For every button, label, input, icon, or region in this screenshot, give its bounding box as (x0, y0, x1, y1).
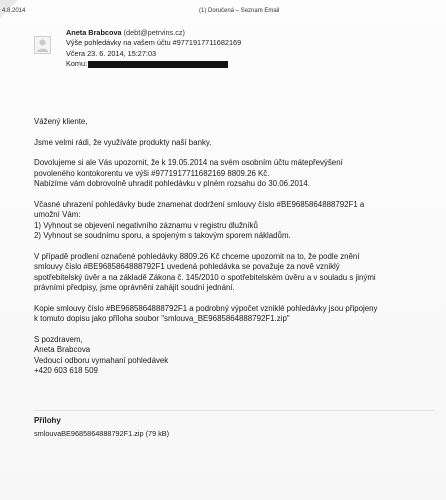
attachment-item[interactable] (34, 429, 169, 438)
email-date: Včera 23. 6. 2014, 15:27:03 (66, 48, 157, 58)
paragraph-benefits (34, 200, 439, 242)
paragraph-line: V případě prodlení označené pohledávky 8809.26 Kč chceme upozornit na to, že podle znění (34, 251, 360, 261)
signature (34, 335, 439, 377)
paragraph-overdraft (34, 158, 439, 190)
email-header (66, 28, 241, 70)
paragraph-line: 1) Vyhnout se objevení negativního záznamu v registru dlužníků (34, 220, 258, 230)
attachment-file-size: (79 kB) (145, 429, 170, 438)
paragraph-line: Nabízíme vám dobrovolně uhradit pohledávku v plném rozsahu do 30.06.2014. (34, 179, 310, 188)
paragraph-line: Včasné uhrazení pohledávky bude znamenat dodržení smlouvy číslo #BE9685864888792F1 a (34, 199, 365, 209)
paragraph-line: 2) Vyhnout se soudnímu sporu, a spojeným s takovým sporem nákladům. (34, 231, 291, 240)
paragraph-attachment-note (34, 304, 439, 325)
sender-name: Aneta Brabcova (66, 28, 122, 37)
paragraph-legal (34, 252, 439, 294)
attachments-divider (34, 410, 434, 411)
paragraph-line: smlouvy číslo #BE9685864888792F1 uvedená pohledávka se považuje za nově vzniklý (34, 262, 340, 271)
sender-email[interactable]: (debt@petrvins.cz) (123, 28, 185, 37)
email-body (34, 117, 439, 377)
paragraph-line: povoleného kontokorentu ve výši #9771917711682169 8809.26 Kč. (34, 168, 270, 178)
paragraph-line: k tomuto dopisu jako příloha soubor "smlouva_BE9685864888792F1.zip" (34, 314, 290, 323)
email-subject: Výše pohledávky na vašem účtu #9771917711682169 (66, 38, 242, 48)
paragraph-line: umožní Vám: (34, 210, 81, 219)
email-recipient (66, 59, 241, 69)
recipient-label: Komu: (66, 59, 88, 69)
signature-line: Aneta Brabcova (34, 345, 91, 354)
print-date: 4.8.2014 (2, 8, 26, 14)
paragraph-line: právními předpisy, jsme oprávněni zahájit soudní jednání. (34, 283, 235, 292)
signature-line: +420 603 618 509 (34, 366, 98, 375)
print-page-title: (1) Doručená – Seznam Email (199, 8, 280, 14)
paragraph-line: spotřebitelský úvěr a na základě Zákona č. 145/2010 o spotřebitelském úvěru a v souladu s jinými (34, 272, 376, 282)
intro-line: Jsme velmi rádi, že využíváte produkty naší banky. (34, 137, 212, 147)
avatar-icon (34, 36, 51, 54)
paragraph-line: Kopie smlouvy číslo #BE9685864888792F1 a podrobný výpočet vzniklé pohledávky jsou připojeny (34, 303, 378, 313)
attachment-file-name[interactable]: smlouvaBE9685864888792F1.zip (34, 429, 144, 438)
signature-line: Vedoucí odboru vymahaní pohledávek (34, 355, 169, 365)
paragraph-line: Dovolujeme si ale Vás upozornit, že k 19.05.2014 na svém osobním účtu mátepřevýšení (34, 158, 343, 167)
greeting: Vážený kliente, (34, 117, 88, 126)
attachments-title: Přílohy (34, 416, 61, 425)
signature-line: S pozdravem, (34, 334, 83, 344)
redacted-recipient (88, 61, 228, 68)
